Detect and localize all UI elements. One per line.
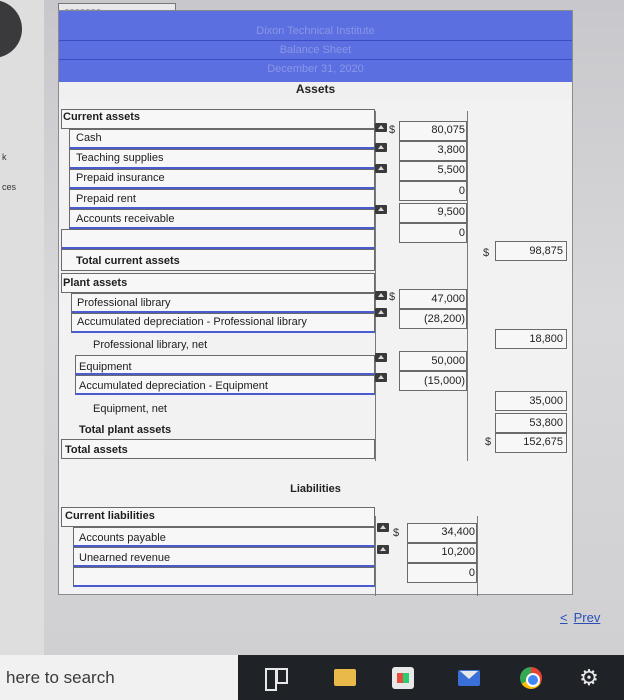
liabilities-heading: Liabilities [290, 483, 341, 495]
total-assets-value: 152,675 [523, 436, 563, 448]
task-view-icon[interactable] [264, 667, 286, 689]
amount-value: 34,400 [441, 526, 475, 538]
library-net-value: 18,800 [529, 333, 563, 345]
company-name: Dixon Technical Institute [256, 25, 375, 37]
row-label: Accumulated depreciation - Professional library [77, 316, 307, 328]
statement-name: Balance Sheet [279, 44, 352, 56]
dropdown-arrow-icon[interactable] [377, 523, 389, 532]
row-label: Accumulated depreciation - Equipment [79, 380, 268, 392]
dropdown-arrow-icon[interactable] [375, 353, 387, 362]
dropdown-arrow-icon[interactable] [375, 164, 387, 173]
amount-value: 5,500 [437, 164, 465, 176]
chrome-icon[interactable] [520, 667, 542, 689]
dropdown-arrow-icon[interactable] [375, 123, 387, 132]
file-explorer-icon[interactable] [334, 669, 356, 686]
chevron-left-icon: < [560, 610, 568, 625]
prev-link[interactable] [560, 610, 600, 625]
row-label: Professional library [77, 297, 171, 309]
amount-value: (28,200) [424, 313, 465, 325]
amount-value: 9,500 [437, 206, 465, 218]
dollar-sign: $ [389, 291, 396, 303]
total-assets-label: Total assets [65, 444, 128, 456]
row-label: Teaching supplies [76, 152, 164, 164]
amount-value: 0 [458, 185, 465, 197]
total-plant-assets-label: Total plant assets [79, 424, 172, 436]
dropdown-arrow-icon[interactable] [377, 545, 389, 554]
current-assets-label: Current assets [63, 111, 141, 123]
row-label: Cash [76, 132, 102, 144]
dropdown-arrow-icon[interactable] [375, 143, 387, 152]
dollar-sign: $ [393, 527, 400, 539]
amount-value: 0 [468, 567, 475, 579]
equipment-net-value: 35,000 [529, 395, 563, 407]
row-label: Prepaid rent [76, 193, 136, 205]
grid-line [375, 516, 376, 596]
amount-value: 47,000 [431, 293, 465, 305]
dropdown-arrow-icon[interactable] [375, 291, 387, 300]
total-current-assets-value: 98,875 [529, 245, 563, 257]
taskbar-search-input[interactable]: here to search [0, 655, 238, 700]
header-divider [59, 40, 572, 41]
dollar-sign: $ [485, 436, 492, 448]
store-icon[interactable] [392, 667, 414, 689]
grid-line [467, 111, 468, 461]
mail-icon[interactable] [458, 670, 480, 686]
header-divider [59, 59, 572, 60]
amount-value: 3,800 [437, 144, 465, 156]
amount-value: 10,200 [441, 546, 475, 558]
left-panel-button[interactable] [0, 0, 22, 58]
row-label: Accounts payable [79, 532, 166, 544]
row-label: Accounts receivable [76, 213, 175, 225]
dropdown-arrow-icon[interactable] [375, 308, 387, 317]
grid-line [477, 516, 478, 596]
amount-value: 0 [458, 227, 465, 239]
assets-heading: Assets [59, 82, 572, 100]
dollar-sign: $ [483, 247, 490, 259]
side-label-ces: ces [2, 182, 17, 192]
row-label: Unearned revenue [79, 552, 171, 564]
plant-assets-label: Plant assets [63, 277, 128, 289]
dropdown-arrow-icon[interactable] [375, 205, 387, 214]
settings-gear-icon[interactable]: ⚙ [579, 665, 599, 690]
blank-asset-field[interactable] [61, 229, 375, 249]
row-label: Professional library, net [93, 339, 208, 351]
prev-label: Prev [573, 610, 601, 625]
row-label: Equipment [79, 361, 132, 373]
left-side-panel [0, 0, 44, 655]
amount-value: 50,000 [431, 355, 465, 367]
total-current-assets-label: Total current assets [76, 255, 180, 267]
amount-value: (15,000) [424, 375, 465, 387]
side-label-k: k [2, 152, 7, 162]
amount-value: 80,075 [431, 124, 465, 136]
statement-date: December 31, 2020 [267, 63, 364, 75]
dropdown-arrow-icon[interactable] [375, 373, 387, 382]
total-plant-assets-value: 53,800 [529, 417, 563, 429]
sheet-header [59, 11, 572, 89]
blank-liability-field[interactable] [73, 567, 375, 587]
taskbar [0, 655, 624, 700]
cash-field[interactable] [69, 129, 375, 149]
balance-sheet [58, 10, 573, 595]
row-label: Prepaid insurance [76, 172, 165, 184]
row-label: Equipment, net [93, 403, 167, 415]
current-liabilities-label: Current liabilities [65, 510, 155, 522]
dollar-sign: $ [389, 124, 396, 136]
